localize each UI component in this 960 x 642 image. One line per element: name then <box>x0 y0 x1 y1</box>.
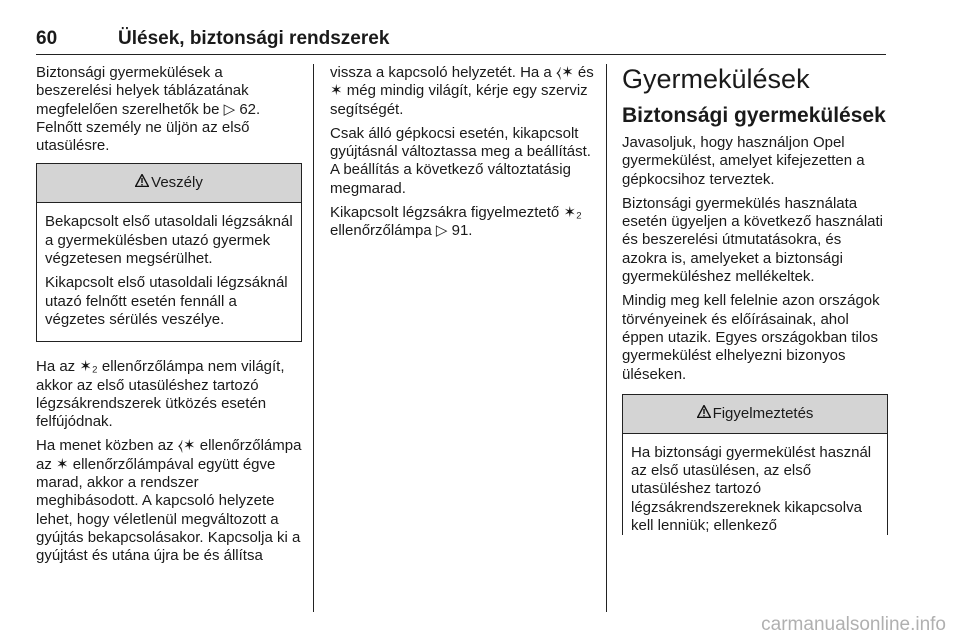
section-heading: Gyermekülések <box>622 64 810 94</box>
column-3 <box>622 64 888 541</box>
warning-box-body <box>623 434 887 535</box>
danger-box-body <box>37 203 301 341</box>
warning-triangle-icon <box>135 174 149 192</box>
warning-triangle-icon <box>697 405 711 423</box>
warning-box <box>622 394 888 535</box>
danger-paragraph: Bekapcsolt első utasoldali légzsáknál a gyermekülésben utazó gyermek végzetesen megsérülhet. <box>45 213 293 268</box>
malfunction-paragraph: Ha menet közben az ⧼✶ ellenőrzőlámpa az ✶ ellenőrzőlámpával együtt égve marad, akkor a rendszer meghibásodott. A kapcsoló helyzete lehet, hogy véletlenül megváltozott a gyújtás bekapcsolásakor. Kapcsolja ki a gyújtást és utána újra be és állítsa <box>36 437 302 565</box>
airbag-indicator-paragraph: Ha az ✶₂ ellenőrzőlámpa nem világít, akkor az első utasüléshez tartozó légzsákrendszerek ütközés esetén felfújódnak. <box>36 358 285 431</box>
chapter-title: Ülések, biztonsági rendszerek <box>118 28 390 49</box>
column-1 <box>36 64 302 572</box>
danger-title: Veszély <box>151 174 203 192</box>
column-2 <box>330 64 596 247</box>
column-divider <box>606 64 607 612</box>
indicator-reference-paragraph: Kikapcsolt légzsákra figyelmeztető ✶₂ ellenőrzőlámpa ▷ 91. <box>330 204 582 240</box>
watermark: carmanualsonline.info <box>761 614 946 635</box>
danger-box-header <box>37 164 301 203</box>
section-subheading: Biztonsági gyermekülések <box>622 104 886 127</box>
danger-box <box>36 163 302 342</box>
legal-paragraph: Mindig meg kell felelnie azon országok törvényeinek és előírásainak, ahol éppen utazik. Egyes országokban tilos gyermekülést elhelyezni bizonyos üléseken. <box>622 292 880 383</box>
column-divider <box>313 64 314 612</box>
setting-paragraph: Csak álló gépkocsi esetén, kikapcsolt gyújtásnál változtassa meg a beállítást. A beállítás a következő változtatásig megmarad. <box>330 124 591 197</box>
page-header <box>36 28 886 55</box>
instructions-paragraph: Biztonsági gyermekülés használata esetén ügyeljen a következő használati és beszerelési útmutatásokra, és azokra is, amelyeket a biztonsági gyermeküléshez mellékeltek. <box>622 194 884 286</box>
continuation-paragraph: vissza a kapcsoló helyzetét. Ha a ⧼✶ és ✶ még mindig világít, kérje egy szerviz segítségét. <box>330 64 594 118</box>
warning-title: Figyelmeztetés <box>712 404 814 422</box>
warning-paragraph: Ha biztonsági gyermekülést használ az első utasülésen, az első utasüléshez tartozó légzsákrendszereknek kikapcsolva kell lenniük; ellenkező <box>631 443 872 535</box>
warning-box-header <box>623 395 887 434</box>
danger-paragraph: Kikapcsolt első utasoldali légzsáknál utazó felnőtt esetén fennáll a végzetes sérülés veszélye. <box>45 274 288 328</box>
page-number: 60 <box>36 28 58 49</box>
intro-paragraph: Biztonsági gyermekülések a beszerelési helyek táblázatának megfelelően szerelhetők be ▷ 62. Felnőtt személy ne üljön az első utasülésre. <box>36 64 261 155</box>
recommendation-paragraph: Javasoljuk, hogy használjon Opel gyermekülést, amelyet kifejezetten a gépkocsihoz terveztek. <box>622 134 865 188</box>
